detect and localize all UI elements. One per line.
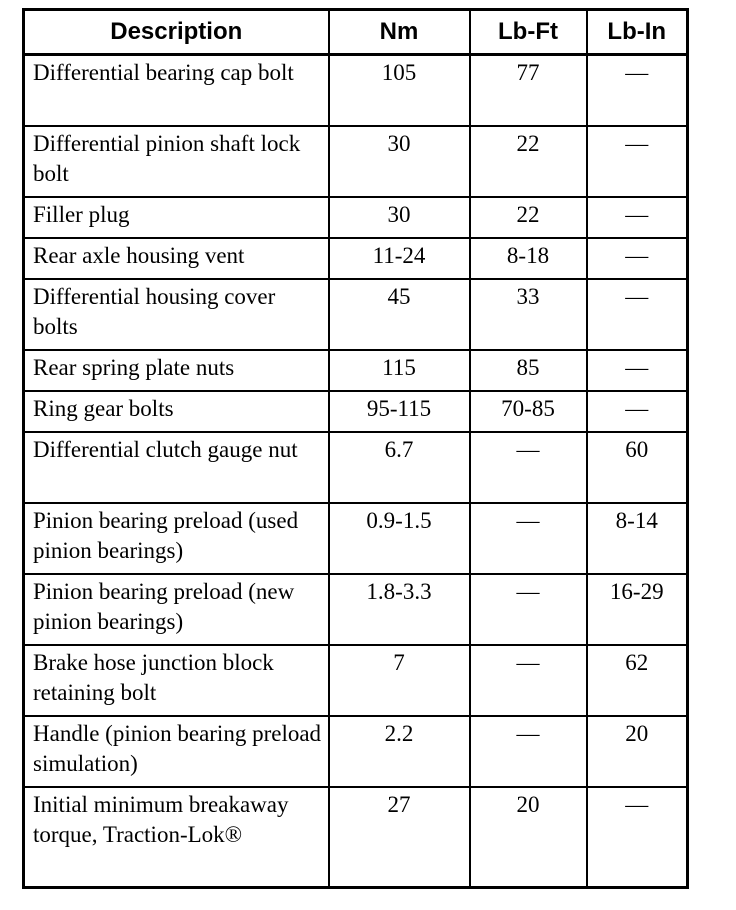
cell-lb-in: 20 — [587, 716, 688, 787]
cell-lb-in: — — [587, 391, 688, 432]
cell-description: Differential pinion shaft lock bolt — [24, 126, 329, 197]
cell-description: Handle (pinion bearing preload simulation) — [24, 716, 329, 787]
cell-nm: 30 — [329, 197, 470, 238]
cell-nm: 95-115 — [329, 391, 470, 432]
cell-lb-in: — — [587, 197, 688, 238]
table-row — [24, 787, 688, 888]
cell-lb-ft: 85 — [470, 350, 587, 391]
cell-description: Pinion bearing preload (new pinion bearings) — [24, 574, 329, 645]
cell-lb-in: 8-14 — [587, 503, 688, 574]
cell-lb-ft: — — [470, 503, 587, 574]
table-row — [24, 279, 688, 350]
cell-description: Ring gear bolts — [24, 391, 329, 432]
cell-lb-in: 60 — [587, 432, 688, 503]
cell-description: Filler plug — [24, 197, 329, 238]
cell-lb-in: — — [587, 279, 688, 350]
cell-description: Pinion bearing preload (used pinion bearings) — [24, 503, 329, 574]
header-lb-in: Lb-In — [587, 10, 688, 55]
cell-lb-in: 16-29 — [587, 574, 688, 645]
cell-nm: 7 — [329, 645, 470, 716]
table-row — [24, 645, 688, 716]
cell-description: Differential housing cover bolts — [24, 279, 329, 350]
cell-lb-ft: — — [470, 716, 587, 787]
cell-description: Differential clutch gauge nut — [24, 432, 329, 503]
table-row — [24, 432, 688, 503]
table-row — [24, 350, 688, 391]
cell-description: Differential bearing cap bolt — [24, 55, 329, 127]
table-row — [24, 197, 688, 238]
cell-lb-ft: 22 — [470, 126, 587, 197]
cell-nm: 105 — [329, 55, 470, 127]
cell-lb-ft: 77 — [470, 55, 587, 127]
cell-lb-ft: 22 — [470, 197, 587, 238]
cell-nm: 27 — [329, 787, 470, 888]
cell-description: Rear axle housing vent — [24, 238, 329, 279]
table-row — [24, 55, 688, 127]
cell-lb-in: — — [587, 350, 688, 391]
cell-nm: 1.8-3.3 — [329, 574, 470, 645]
cell-lb-in: — — [587, 787, 688, 888]
table-row — [24, 238, 688, 279]
header-lb-ft: Lb-Ft — [470, 10, 587, 55]
cell-lb-ft: 8-18 — [470, 238, 587, 279]
cell-lb-in: — — [587, 238, 688, 279]
table-row — [24, 126, 688, 197]
cell-nm: 45 — [329, 279, 470, 350]
cell-lb-ft: — — [470, 574, 587, 645]
cell-description: Initial minimum breakaway torque, Traction-Lok® — [24, 787, 329, 888]
cell-nm: 115 — [329, 350, 470, 391]
cell-nm: 30 — [329, 126, 470, 197]
table-row — [24, 716, 688, 787]
cell-nm: 6.7 — [329, 432, 470, 503]
header-row — [24, 10, 688, 55]
cell-lb-ft: — — [470, 645, 587, 716]
table-row — [24, 574, 688, 645]
cell-lb-in: — — [587, 126, 688, 197]
header-description: Description — [24, 10, 329, 55]
torque-spec-table — [22, 8, 689, 889]
cell-description: Rear spring plate nuts — [24, 350, 329, 391]
cell-nm: 0.9-1.5 — [329, 503, 470, 574]
table-row — [24, 503, 688, 574]
header-nm: Nm — [329, 10, 470, 55]
cell-lb-ft: 70-85 — [470, 391, 587, 432]
cell-nm: 11-24 — [329, 238, 470, 279]
table-row — [24, 391, 688, 432]
cell-lb-ft: 20 — [470, 787, 587, 888]
cell-lb-ft: — — [470, 432, 587, 503]
cell-lb-in: 62 — [587, 645, 688, 716]
cell-nm: 2.2 — [329, 716, 470, 787]
cell-description: Brake hose junction block retaining bolt — [24, 645, 329, 716]
cell-lb-ft: 33 — [470, 279, 587, 350]
cell-lb-in: — — [587, 55, 688, 127]
